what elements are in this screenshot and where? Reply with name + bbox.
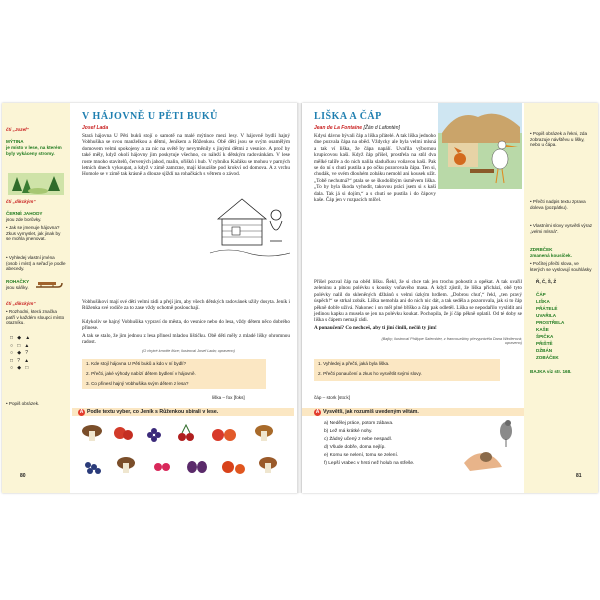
symbol-row-3: ○ ◆ ?	[10, 350, 29, 356]
exercise-title-left	[78, 409, 218, 416]
word-9: DŽBÁN	[536, 348, 553, 353]
note-name-cottage: • Jak se jmenuje hájovna? Zkus vymyslet, jak jinak by se mohla jmenovat.	[6, 225, 61, 242]
note-cerne-jahody-body: jsou zde borůvky.	[6, 217, 42, 222]
note-describe-picture: • Popiš obrázek.	[6, 401, 40, 406]
forest-clearing-illustration	[8, 173, 64, 195]
word-list	[536, 291, 564, 361]
exercise-letter-right: A	[315, 409, 320, 415]
symbol-row-5: ○ ◆ □	[10, 365, 29, 371]
item-cherries[interactable]	[178, 425, 194, 441]
author-right-note: [Žán d Lafontén]	[363, 125, 400, 131]
caption-left: (O chytré kmotře lišce; ilustroval Josef Lada; upraveno)	[142, 349, 235, 353]
story-paragraph-2: Vobhušikovi mají své děti velmi rádi a přejí jim, aby všech dětských radovánek užily dosyta. Jeník i Růženka své rodiče za to zase vždy ochotně poslouchají.	[82, 299, 290, 312]
word-7: ŠPIČKA	[536, 334, 554, 339]
symbol-row-1: □ ◆ ▲	[10, 335, 31, 341]
right-sidebar	[524, 103, 598, 493]
proverb-a: a) Nedělej práce, potom zábava.	[324, 421, 394, 426]
note-zdrbcek-head: ZDRBČEK	[530, 247, 553, 252]
note-describe-visit: • Popiš obrázek a řekni, zda zobrazuje návštěvu u lišky, nebo u čápa.	[530, 131, 588, 148]
note-count-letters: • Počítej přečti slova, ve kterých se vyslovují souhlásky	[530, 261, 592, 272]
exercise-title-right	[314, 409, 419, 416]
note-pron-dikckym-2: čti „dikckým“	[6, 301, 36, 306]
hajovna-illustration	[208, 195, 292, 257]
question-right-2: 2. Přečti ponaučení a zkus ho vysvětlit svými slovy.	[318, 371, 422, 376]
bird-hand-illustration	[460, 419, 522, 475]
caption-right: (Bajky; ilustroval Philippe Salembier, z francouzštiny převyprávěla Dana Wintlerová; upraveno)	[381, 337, 522, 345]
word-4: UVAŘILA	[536, 313, 557, 318]
exercise-letter-left: A	[79, 409, 84, 415]
word-8: PŘIŠTĚ	[536, 341, 553, 346]
left-sidebar	[2, 103, 70, 493]
page-number-right: 81	[576, 473, 582, 479]
author-right-name: Jean de La Fontaine	[314, 125, 363, 131]
right-page	[302, 103, 598, 493]
fable-paragraph-2: Přišel pozval čáp na oběd lišku. Řekl, že si chce tak jen trochu pohostit a opékat. A tak uvařil zeleninu a plnou polévku s kousky voňavého masa. A když zjistil, že liška přichází, obě tyto polévky nalil do skleněných džbánů s velmi úzkým hrdlem. „Dobrou chuť,“ řekl, „ten pravý úspěch!“ se strkal zobák. Liška nemohla ani do nich nic dát, a tak seděla a pozorovala, jak si to čáp pěkně dobře užívá. Nakonec i on měl plné bříško a čáp pak odletěl. Liška se nepodařilo vyslídit ani jedinou kapku a musela se jen na polévku koukat. Pochopila, že jí čáp pěkně oplatil. Od té doby se liška s čápem nemají rádi.	[314, 279, 522, 324]
page-number-left: 80	[20, 473, 26, 479]
symbol-grid	[10, 335, 30, 373]
symbol-row-4: □ ? ▲	[10, 357, 30, 364]
story-paragraph-1: Stará hájovna U Pěti buků stojí o samotě na malé mýtince mezi lesy. V hájovně bydlí hajný Vobhušika se svou manželkou a dětmi, Jeníkem a Růženkou. Obě děti jsou se svým osamělým domovem velmi spokojeny a za nic na světě by nevyměnily s jinými dětmi z vesnice. A proč by také měly, když okolí hájovny jim poskytuje všechno, co náleží k dětským radovánkám. V lese roste mnoho stavitelů, červených jahod, malin, ořišků i hub. V rybníku Kačáku se mohou v parných letních dnech vykoupat, a když v zimě zamrzne, mají klouzište pod krokví od domova. A z vrchu Homole se v zimě tak krásně a dlouze sjíždí na rohačkách s větrem o závod.	[82, 133, 290, 178]
fable-paragraph-1: Kdysi dávno bývali čáp a liška přátelé. A tak liška jednoho dne pozvala čápa na oběd. Vždycky ale byla velmi mlsná a tak ví liška, že čápa napálí. Uvařila výbornou krupicovou kaši. Když čáp přišel, prostřela na stůl dva mělké talíře a do nich nalila sladučkou voňavou kaši. Pak se do ní s chutí pustila a po očku pozorovala čápa. Ten si, chudák, ve svém dlouhém zobáku nemohl ani kousek užít. „Tobě nechutná?“ ptala se se škodolibým úsměvem liška. „To by byla škoda vyhodit, takovou práci jsem si s kaší dala. Tak já si dojím,“ a s chutí se pustila i do čápovy kaše. Čáp jen v rozpacích mlčel.	[314, 133, 436, 204]
sled-illustration	[34, 277, 64, 291]
word-5: PROSTŘELA	[536, 320, 565, 325]
proverb-b: b) Lež má krátké nohy.	[324, 429, 373, 434]
item-grapes[interactable]	[147, 428, 161, 442]
item-apples[interactable]	[212, 429, 236, 441]
story-paragraph-4: A tak se stalo, že jim jednou z lesa přinesl mladou lištičku. Obě děti měly z mladé lišky ohromnou radost.	[82, 333, 290, 346]
questions-box-right	[314, 359, 500, 381]
question-left-3: 3. Co přinesl hajný Vobhušika svým dětem z lesa?	[86, 381, 189, 386]
collectibles-grid[interactable]	[78, 421, 288, 481]
note-bajka-ref: BAJKA viz str. 168.	[530, 369, 572, 374]
fox-stork-illustration	[438, 103, 522, 189]
pronunciation-right: čáp – stork [sto:k]	[314, 395, 350, 400]
item-mushroom-3[interactable]	[117, 457, 135, 473]
proverb-e: e) Komu se nelení, tomu se zelení.	[324, 453, 399, 458]
item-mushroom-1[interactable]	[82, 425, 102, 441]
item-tomatoes[interactable]	[222, 461, 245, 474]
item-mushroom-2[interactable]	[255, 425, 273, 441]
note-read-backwards: • Přečti nadpis textu zprava doleva (pozpátku).	[530, 199, 586, 210]
note-rohacky-head: ROHAČKY	[6, 279, 30, 284]
item-mushroom-4[interactable]	[259, 457, 277, 473]
item-strawberry[interactable]	[114, 427, 133, 440]
story-paragraph-3: Kdykoliv se hajný Vobhušika vypraví do města, do vesnice nebo do lesa, vždy dětem něco dobrého přinese.	[82, 319, 290, 332]
note-rohacky-body: jsou sáňky.	[6, 285, 29, 290]
item-raspberries[interactable]	[154, 463, 170, 471]
exercise-text-left: Podle textu vyber, co Jeník s Růženkou sbírali v lese.	[87, 409, 219, 415]
author-left: Josef Lada	[82, 125, 109, 131]
symbol-row-2: ○ □ ▲	[10, 342, 30, 349]
note-cerne-jahody-head: ČERNÉ JAHODY	[6, 211, 43, 216]
note-symbol-puzzle: • Rozhodni, která značka patří v každém sloupci místo otazníku.	[6, 309, 65, 326]
word-3: PŘÁTELÉ	[536, 306, 558, 311]
story-title-left: V HÁJOVNĚ U PĚTI BUKŮ	[82, 111, 218, 122]
word-1: ČÁP	[536, 292, 546, 297]
word-2: LIŠKA	[536, 299, 550, 304]
note-mytina-body: je místo v lese, na kterém byly vykáceny stromy.	[6, 145, 62, 156]
proverb-d: d) Všude dobře, doma nejlíp.	[324, 445, 386, 450]
word-6: KAŠE	[536, 327, 549, 332]
note-explain-mlsna: • Vlastními slovy vysvětli výraz „velmi mlsná“.	[530, 223, 593, 234]
question-left-1: 1. Kde stojí hájovna U Pěti buků a kdo v ní bydlí?	[86, 361, 187, 366]
note-alphabetize-names: • Vyhledej vlastní jména (osob i míst) a seřaď je podle abecedy.	[6, 255, 66, 272]
pronunciation-left: liška – fox [foks]	[212, 395, 245, 400]
author-right	[314, 125, 400, 131]
exercise-text-right: Vysvětli, jak rozumíš uvedeným větám.	[323, 409, 419, 415]
proverb-c: c) Žádný učený z nebe nespadl.	[324, 437, 392, 442]
note-pron-jozef: čti „Jozef“	[6, 127, 29, 132]
proverb-f: f) Lepší vrabec v hrsti než holub na střeše.	[324, 461, 415, 466]
left-page	[2, 103, 298, 493]
note-letters: Ř, Č, Š, Ž	[536, 279, 557, 284]
question-right-1: 1. Vyhledej a přečti, jaká byla liška.	[318, 361, 390, 366]
item-plums[interactable]	[187, 461, 207, 473]
item-blueberries[interactable]	[85, 462, 101, 474]
note-zdrbcek-body: zmanená kousíček.	[530, 253, 572, 258]
note-mytina-head: MÝTINA	[6, 139, 24, 144]
note-pron-dikckym-1: čti „dikckým“	[6, 199, 36, 204]
word-10: ZOBÁČEK	[536, 355, 559, 360]
fable-moral: A ponaučení? Co nechceš, aby ti jiní činili, nečiň ty jim!	[314, 325, 437, 331]
question-left-2: 2. Přečti, jaké výhody nabízí dětem bydlení v hájovně.	[86, 371, 196, 376]
story-title-right: LIŠKA A ČÁP	[314, 111, 382, 122]
questions-box-left	[82, 359, 266, 389]
